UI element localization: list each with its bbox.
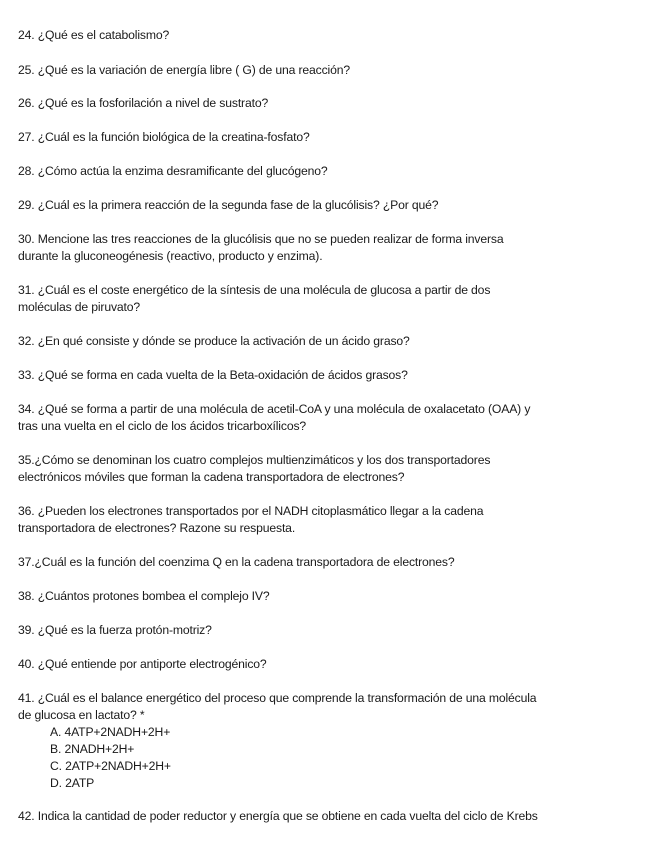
question-line: de glucosa en lactato? *	[18, 708, 145, 722]
question-line: 41. ¿Cuál es el balance energético del proceso que comprende la transformación de una molécula	[18, 691, 537, 705]
question-35	[18, 452, 630, 486]
question-41-options	[50, 724, 171, 792]
question-line: 42. Indica la cantidad de poder reductor y energía que se obtiene en cada vuelta del ciclo de Krebs	[18, 809, 538, 823]
question-38	[18, 588, 630, 605]
answer-option-a: A. 4ATP+2NADH+2H+	[50, 725, 171, 739]
question-33	[18, 367, 630, 384]
question-39	[18, 622, 630, 639]
question-line: 25. ¿Qué es la variación de energía libre ( G) de una reacción?	[18, 63, 350, 77]
question-27	[18, 129, 630, 146]
question-line: electrónicos móviles que forman la cadena transportadora de electrones?	[18, 470, 405, 484]
question-line: 27. ¿Cuál es la función biológica de la creatina-fosfato?	[18, 130, 310, 144]
question-line: tras una vuelta en el ciclo de los ácidos tricarboxílicos?	[18, 419, 307, 433]
question-line: 26. ¿Qué es la fosforilación a nivel de sustrato?	[18, 96, 269, 110]
question-line: 31. ¿Cuál es el coste energético de la síntesis de una molécula de glucosa a partir de dos	[18, 283, 491, 297]
question-line: 24. ¿Qué es el catabolismo?	[18, 28, 170, 42]
question-42	[18, 808, 630, 825]
question-line: 32. ¿En qué consiste y dónde se produce la activación de un ácido graso?	[18, 334, 410, 348]
question-29	[18, 197, 630, 214]
question-24	[18, 27, 630, 44]
question-line: 40. ¿Qué entiende por antiporte electrogénico?	[18, 657, 267, 671]
answer-option-c: C. 2ATP+2NADH+2H+	[50, 759, 171, 773]
question-32	[18, 333, 630, 350]
question-line: 35.¿Cómo se denominan los cuatro complejos multienzimáticos y los dos transportadores	[18, 453, 491, 467]
question-36	[18, 503, 630, 537]
question-line: 34. ¿Qué se forma a partir de una molécula de acetil-CoA y una molécula de oxalacetato (OAA) y	[18, 402, 531, 416]
question-31	[18, 282, 630, 316]
question-37	[18, 554, 630, 571]
question-40	[18, 656, 630, 673]
answer-option-d: D. 2ATP	[50, 776, 95, 790]
question-line: 29. ¿Cuál es la primera reacción de la segunda fase de la glucólisis? ¿Por qué?	[18, 198, 439, 212]
question-line: 38. ¿Cuántos protones bombea el complejo IV?	[18, 589, 270, 603]
question-line: 30. Mencione las tres reacciones de la glucólisis que no se pueden realizar de forma inversa	[18, 232, 504, 246]
question-line: 39. ¿Qué es la fuerza protón-motriz?	[18, 623, 212, 637]
question-line: 36. ¿Pueden los electrones transportados por el NADH citoplasmático llegar a la cadena	[18, 504, 484, 518]
question-41	[18, 690, 630, 724]
question-line: durante la gluconeogénesis (reactivo, producto y enzima).	[18, 249, 323, 263]
question-30	[18, 231, 630, 265]
question-line: 33. ¿Qué se forma en cada vuelta de la Beta-oxidación de ácidos grasos?	[18, 368, 408, 382]
question-25	[18, 62, 630, 79]
question-line: moléculas de piruvato?	[18, 300, 141, 314]
question-line: 28. ¿Cómo actúa la enzima desramificante del glucógeno?	[18, 164, 328, 178]
answer-option-b: B. 2NADH+2H+	[50, 742, 135, 756]
question-line: transportadora de electrones? Razone su respuesta.	[18, 521, 296, 535]
question-34	[18, 401, 630, 435]
question-26	[18, 95, 630, 112]
question-28	[18, 163, 630, 180]
question-line: 37.¿Cuál es la función del coenzima Q en la cadena transportadora de electrones?	[18, 555, 455, 569]
